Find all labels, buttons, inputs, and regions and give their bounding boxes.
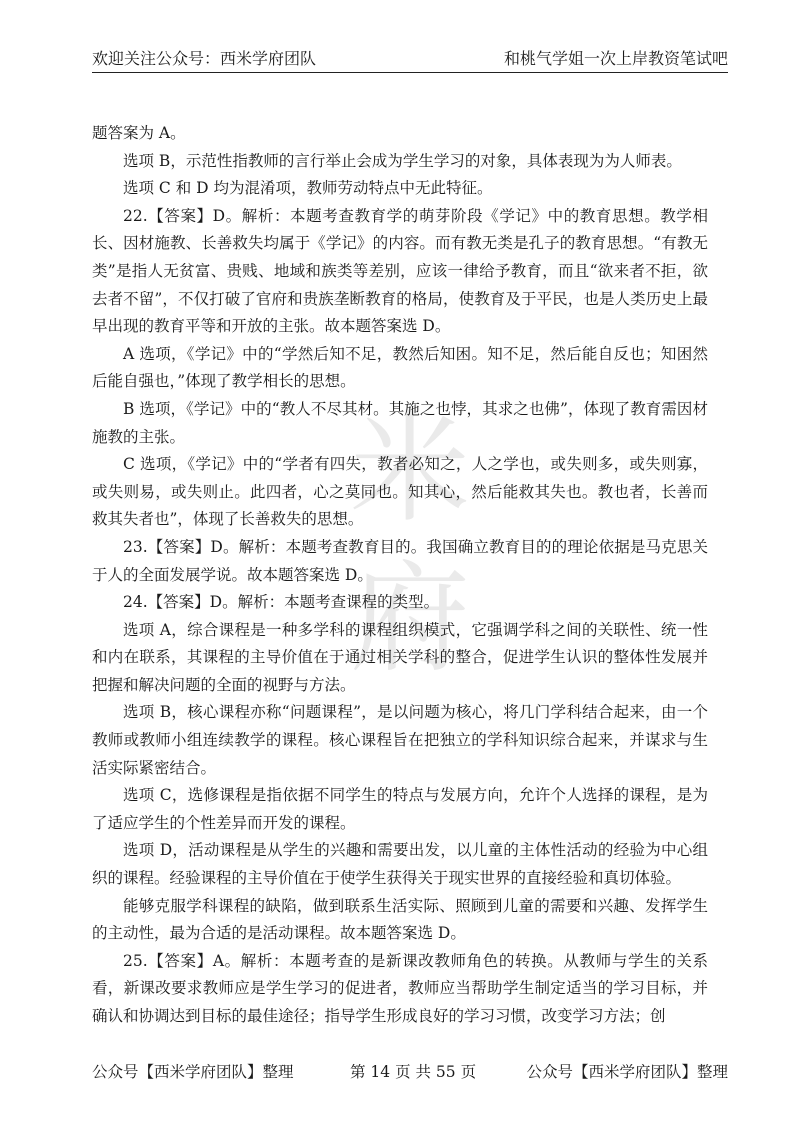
footer-left-text: 公众号【西米学府团队】整理 [92, 1063, 294, 1081]
paragraph: 题答案为 A。 [92, 124, 186, 142]
header-left-text: 欢迎关注公众号：西米学府团队 [92, 49, 317, 68]
paragraph: 23.【答案】D。解析：本题考查教育目的。我国确立教育目的的理论依据是马克思关于人的全面发展学说。故本题答案选 D。 [92, 537, 708, 584]
svg-text:府: 府 [350, 550, 470, 689]
paragraph: 选项 A，综合课程是一种多学科的课程组织模式，它强调学科之间的关联性、统一性和内在联系，其课程的主导价值在于通过相关学科的整合，促进学生认识的整体性发展并把握和解决问题的全面的视野与方法。 [92, 620, 708, 694]
header-right-text: 和桃气学姐一次上岸教资笔试吧 [503, 49, 728, 68]
paragraph: 能够克服学科课程的缺陷，做到联系生活实际、照顾到儿童的需要和兴趣、发挥学生的主动性，最为合适的是活动课程。故本题答案选 D。 [92, 896, 708, 943]
paragraph: A 选项，《学记》中的“学然后知不足，教然后知困。知不足，然后能自反也；知困然后能自强也，”体现了教学相长的思想。 [92, 344, 708, 391]
page-header [92, 40, 728, 73]
paragraph: C 选项，《学记》中的“学者有四失，教者必知之，人之学也，或失则多，或失则寡，或失则易，或失则止。此四者，心之莫同也。知其心，然后能救其失也。教也者，长善而救其失者也”，体现了长善救失的思想。 [92, 455, 708, 529]
paragraph: 选项 D，活动课程是从学生的兴趣和需要出发，以儿童的主体性活动的经验为中心组织的课程。经验课程的主导价值在于使学生获得关于现实世界的直接经验和真切体验。 [92, 841, 708, 888]
footer-right-text: 公众号【西米学府团队】整理 [526, 1063, 728, 1081]
paragraph: B 选项，《学记》中的“教人不尽其材。其施之也悖，其求之也佛”，体现了教育需因材施教的主张。 [92, 399, 708, 446]
document-body [92, 120, 708, 1031]
svg-text:米: 米 [350, 400, 470, 539]
paragraph: 24.【答案】D。解析：本题考查课程的类型。 [123, 593, 440, 612]
paragraph: 选项 B，示范性指教师的言行举止会成为学生学习的对象，具体表现为为人师表。 [123, 151, 682, 170]
paragraph: 选项 B，核心课程亦称“问题课程”，是以问题为核心，将几门学科结合起来，由一个教师或教师小组连续教学的课程。核心课程旨在把独立的学科知识综合起来，并谋求与生活实际紧密结合。 [92, 703, 708, 777]
page-footer [92, 1060, 728, 1084]
paragraph: 选项 C，选修课程是指依据不同学生的特点与发展方向，允许个人选择的课程，是为了适应学生的个性差异而开发的课程。 [92, 786, 708, 832]
paragraph: 选项 C 和 D 均为混淆项，教师劳动特点中无此特征。 [123, 179, 493, 198]
page-number: 第 14 页 共 55 页 [350, 1063, 477, 1081]
paragraph: 25.【答案】A。解析：本题考查的是新课改教师角色的转换。从教师与学生的关系看，新课改要求教师应是学生学习的促进者，教师应当帮助学生制定适当的学习目标，并确认和协调达到目标的最佳途径；指导学生形成良好的学习习惯，改变学习方法；创 [92, 951, 708, 1025]
paragraph: 22.【答案】D。解析：本题考查教育学的萌芽阶段《学记》中的教育思想。教学相长、因材施教、长善救失均属于《学记》的内容。而有教无类是孔子的教育思想。“有教无类”是指人无贫富、贵贱、地域和族类等差别，应该一律给予教育，而且“欲来者不拒，欲去者不留”，不仅打破了官府和贵族垄断教育的格局，使教育及于平民，也是人类历史上最早出现的教育平等和开放的主张。故本题答案选 D。 [92, 206, 708, 336]
